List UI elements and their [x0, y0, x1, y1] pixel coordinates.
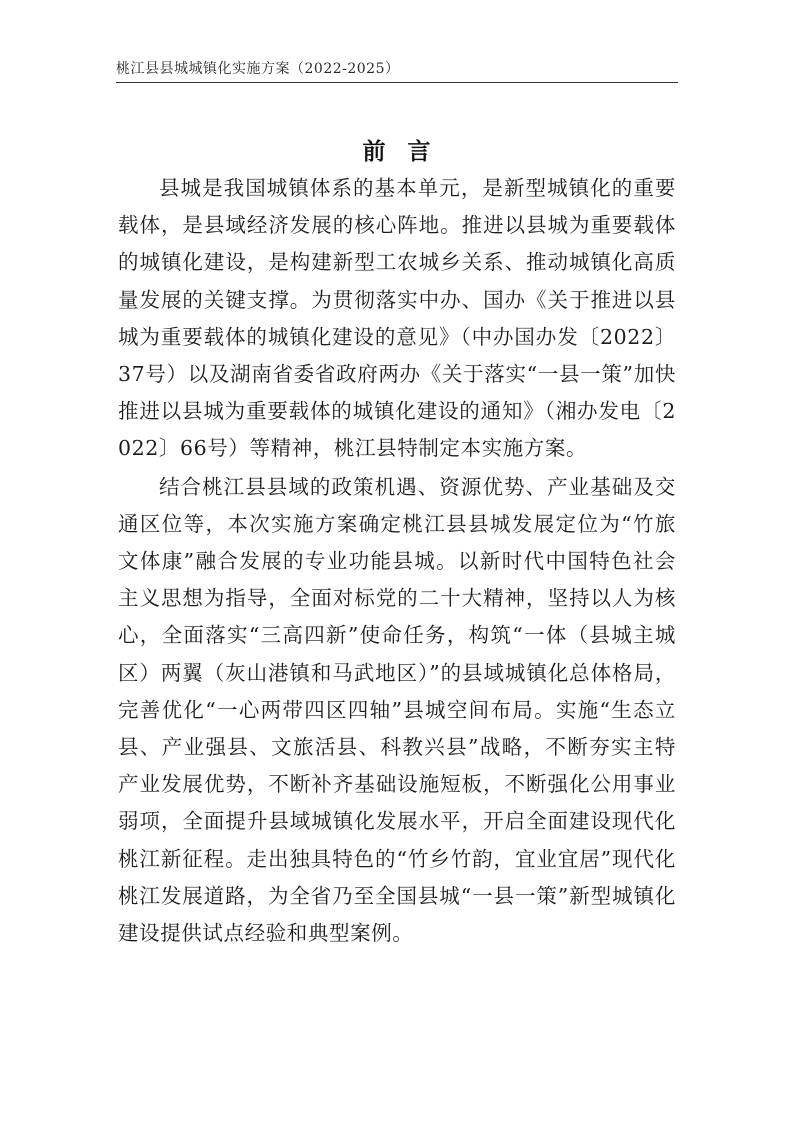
running-header: 桃江县县城城镇化实施方案（2022-2025） — [116, 61, 400, 77]
paragraph-2: 结合桃江县县域的政策机遇、资源优势、产业基础及交通区位等，本次实施方案确定桃江县县城发展定位为“竹旅文体康”融合发展的专业功能县城。以新时代中国特色社会主义思想为指导，全面对标党的二十大精神，坚持以人为核心，全面落实“三高四新”使命任务，构筑“一体（县城主城区）两翼（灰山港镇和马武地区）”的县域城镇化总体格局，完善优化“一心两带四区四轴”县城空间布局。实施“生态立县、产业强县、文旅活县、科教兴县”战略，不断夯实主特产业发展优势，不断补齐基础设施短板，不断强化公用事业弱项，全面提升县域城镇化发展水平，开启全面建设现代化桃江新征程。走出独具特色的“竹乡竹韵，宜业宜居”现代化桃江发展道路，为全省乃至全国县城“一县一策”新型城镇化建设提供试点经验和典型案例。 — [118, 474, 676, 946]
body-text — [118, 170, 676, 953]
paragraph-1: 县城是我国城镇体系的基本单元，是新型城镇化的重要载体，是县域经济发展的核心阵地。推进以县城为重要载体的城镇化建设，是构建新型工农城乡关系、推动城镇化高质量发展的关键支撑。为贯彻落实中办、国办《关于推进以县城为重要载体的城镇化建设的意见》（中办国办发〔2022〕37号）以及湖南省委省政府两办《关于落实“一县一策”加快推进以县城为重要载体的城镇化建设的通知》（湘办发电〔2022〕66号）等精神，桃江县特制定本实施方案。 — [118, 176, 676, 461]
header-divider — [116, 82, 678, 83]
page-title: 前言 — [362, 138, 453, 166]
